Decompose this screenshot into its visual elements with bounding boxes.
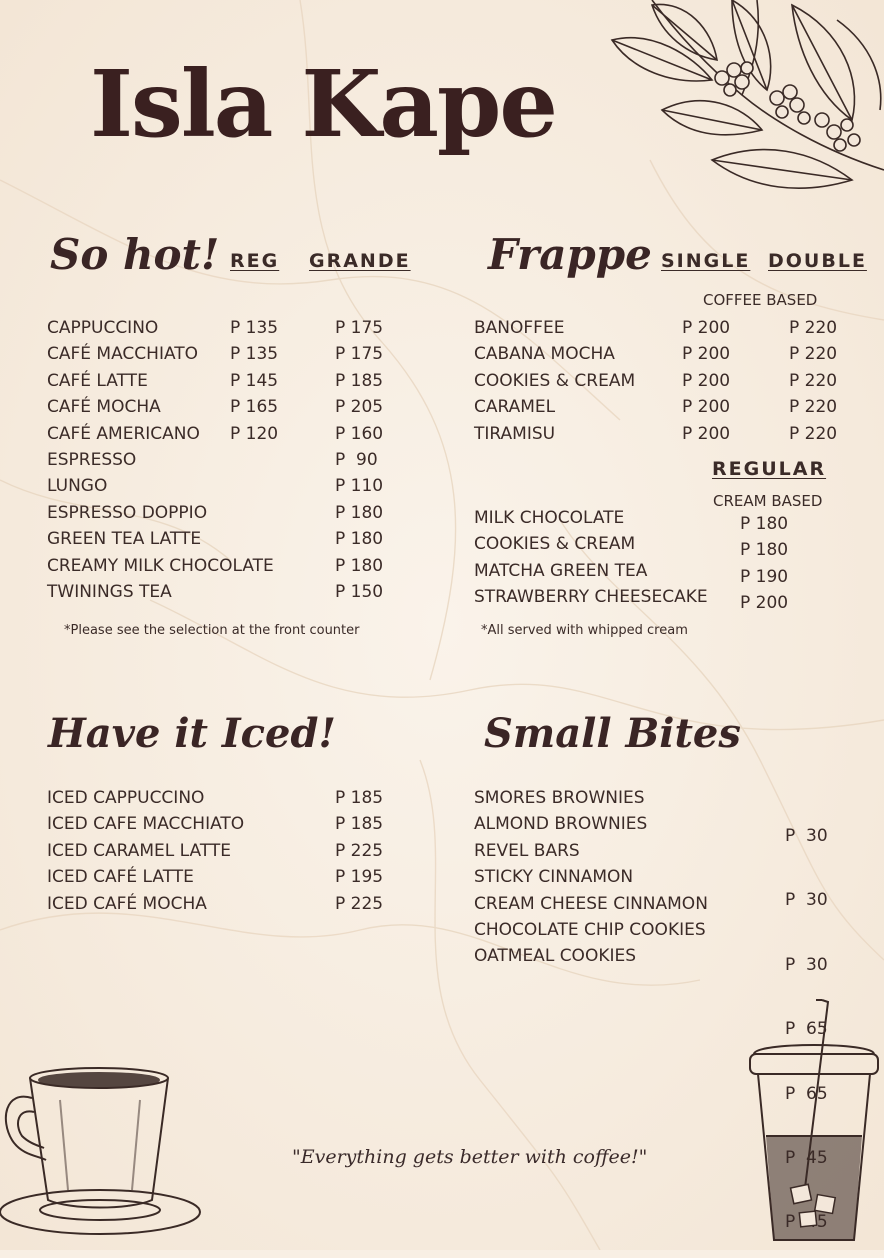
frappe-cream-price: P 190: [740, 566, 789, 587]
bites-item-name: SMORES BROWNIES: [474, 788, 645, 808]
hot-item-reg-price: P 145: [230, 370, 279, 391]
hot-item-grande-price: P 90: [335, 449, 378, 470]
frappe-single-price: P 200: [682, 397, 731, 418]
hot-item-name: ESPRESSO: [47, 449, 137, 470]
frappe-item-name: COOKIES & CREAM: [474, 370, 636, 391]
footer-quote: "Everything gets better with coffee!": [292, 1146, 648, 1168]
iced-drink-illustration: [744, 996, 884, 1250]
hot-item-grande-price: P 110: [335, 476, 384, 497]
hot-grande-prices: [335, 318, 383, 608]
iced-item-price: P 185: [335, 814, 384, 835]
frappe-cream-price: P 180: [740, 514, 789, 534]
hot-item-name: GREEN TEA LATTE: [47, 529, 202, 550]
cream-based-label: CREAM BASED: [713, 492, 823, 510]
hot-item-reg-price: P 120: [230, 423, 279, 444]
bites-item-name: REVEL BARS: [474, 840, 580, 861]
hot-item-reg-price: P 135: [230, 344, 279, 365]
frappe-cream-name: MATCHA GREEN TEA: [474, 560, 648, 581]
hot-item-grande-price: P 175: [335, 318, 384, 338]
iced-item-price: P 195: [335, 867, 384, 888]
hot-item-name: TWININGS TEA: [47, 581, 172, 602]
frappe-single-price: P 200: [682, 423, 731, 444]
hot-item-grande-price: P 185: [335, 370, 384, 391]
iced-item-name: ICED CAPPUCCINO: [47, 788, 205, 808]
bites-item-name: CREAM CHEESE CINNAMON: [474, 893, 708, 914]
hot-item-grande-price: P 180: [335, 529, 384, 550]
hot-item-grande-price: P 180: [335, 502, 384, 523]
hot-item-grande-price: P 180: [335, 555, 384, 576]
iced-prices: [335, 788, 383, 920]
frappe-cream-name: COOKIES & CREAM: [474, 534, 636, 555]
iced-item-price: P 225: [335, 893, 384, 914]
hot-item-grande-price: P 160: [335, 423, 384, 444]
frappe-col-single: SINGLE: [661, 250, 751, 272]
iced-item-price: P 185: [335, 788, 384, 808]
frappe-cream-prices: [740, 514, 788, 620]
frappe-single-price: P 200: [682, 370, 731, 391]
hot-item-grande-price: P 175: [335, 344, 384, 365]
bites-heading: Small Bites: [484, 710, 741, 757]
hot-item-name: CAFÉ AMERICANO: [47, 423, 200, 444]
bites-item-name: ALMOND BROWNIES: [474, 814, 648, 835]
iced-item-name: ICED CAFÉ LATTE: [47, 867, 194, 888]
frappe-single-price: P 200: [682, 318, 731, 338]
hot-item-name: LUNGO: [47, 476, 108, 497]
coffee-branch-illustration: [592, 0, 884, 210]
hot-item-name: CAFÉ MOCHA: [47, 397, 161, 418]
frappe-cream-names: [474, 508, 708, 614]
hot-item-grande-price: P 205: [335, 397, 384, 418]
iced-heading: Have it Iced!: [48, 710, 336, 757]
bites-item-price: P 30: [785, 954, 828, 975]
frappe-double-price: P 220: [789, 370, 838, 391]
bites-item-price: P 65: [785, 1019, 828, 1040]
hot-item-name: CREAMY MILK CHOCOLATE: [47, 555, 274, 576]
iced-names: [47, 788, 244, 920]
frappe-single-prices: [682, 318, 730, 450]
bites-item-name: STICKY CINNAMON: [474, 867, 634, 888]
bites-item-price: P 30: [785, 890, 828, 911]
frappe-double-price: P 220: [789, 423, 838, 444]
menu-title: Isla Kape: [90, 50, 556, 158]
coffee-cup-illustration: [0, 1060, 210, 1250]
frappe-note: *All served with whipped cream: [481, 623, 688, 638]
frappe-double-price: P 220: [789, 397, 838, 418]
iced-item-name: ICED CAFE MACCHIATO: [47, 814, 245, 835]
hot-item-name: CAFÉ LATTE: [47, 370, 148, 391]
frappe-item-name: BANOFFEE: [474, 318, 565, 338]
frappe-cream-name: STRAWBERRY CHEESECAKE: [474, 587, 708, 608]
frappe-double-price: P 220: [789, 344, 838, 365]
iced-item-price: P 225: [335, 840, 384, 861]
frappe-double-price: P 220: [789, 318, 838, 338]
hot-reg-prices: [230, 318, 278, 450]
hot-note: *Please see the selection at the front counter: [64, 623, 360, 638]
bites-names: [474, 788, 708, 973]
iced-item-name: ICED CARAMEL LATTE: [47, 840, 232, 861]
iced-item-name: ICED CAFÉ MOCHA: [47, 893, 207, 914]
bites-item-price: P 65: [785, 1083, 828, 1104]
frappe-cream-name: MILK CHOCOLATE: [474, 508, 625, 528]
hot-col-grande: GRANDE: [309, 250, 411, 272]
frappe-single-price: P 200: [682, 344, 731, 365]
frappe-col-regular: REGULAR: [712, 458, 827, 480]
frappe-col-double: DOUBLE: [768, 250, 867, 272]
frappe-double-prices: [789, 318, 837, 450]
hot-item-reg-price: P 135: [230, 318, 279, 338]
frappe-coffee-names: [474, 318, 635, 450]
bites-item-name: OATMEAL COOKIES: [474, 946, 637, 967]
frappe-cream-price: P 200: [740, 593, 789, 614]
frappe-item-name: CABANA MOCHA: [474, 344, 615, 365]
bites-item-price: P 30: [785, 826, 828, 846]
frappe-item-name: CARAMEL: [474, 397, 556, 418]
hot-item-grande-price: P 150: [335, 581, 384, 602]
hot-item-name: ESPRESSO DOPPIO: [47, 502, 208, 523]
hot-item-reg-price: P 165: [230, 397, 279, 418]
hot-item-name: CAFÉ MACCHIATO: [47, 344, 199, 365]
hot-col-reg: REG: [230, 250, 280, 272]
hot-item-name: CAPPUCCINO: [47, 318, 159, 338]
coffee-based-label: COFFEE BASED: [703, 291, 818, 309]
frappe-heading: Frappe: [488, 230, 652, 279]
hot-heading: So hot!: [50, 230, 220, 279]
frappe-cream-price: P 180: [740, 540, 789, 561]
frappe-item-name: TIRAMISU: [474, 423, 556, 444]
bites-item-name: CHOCOLATE CHIP COOKIES: [474, 919, 706, 940]
